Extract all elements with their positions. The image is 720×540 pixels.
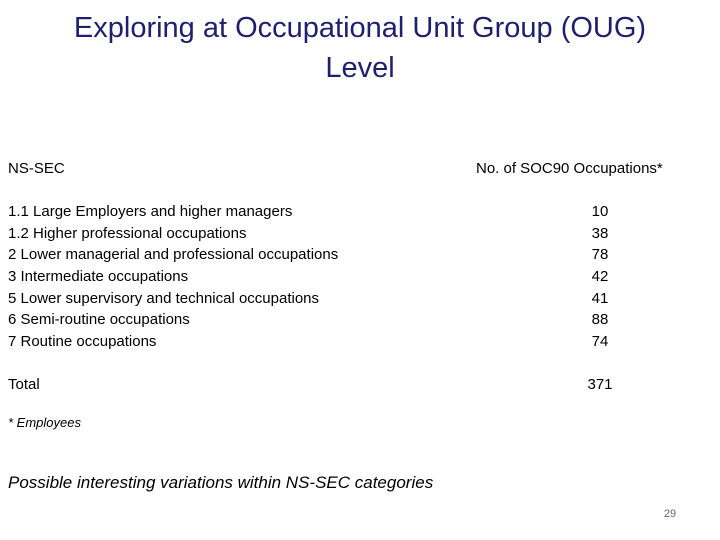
row-label: 2 Lower managerial and professional occupations	[8, 246, 339, 264]
row-label: 1.2 Higher professional occupations	[8, 224, 247, 242]
page-number: 29	[663, 508, 677, 520]
page-title	[0, 8, 720, 88]
row-value: 38	[591, 224, 609, 242]
row-label: 5 Lower supervisory and technical occupations	[8, 289, 320, 307]
row-label: 1.1 Large Employers and higher managers	[8, 203, 293, 220]
row-value: 10	[591, 203, 609, 220]
page-title-line-1: Exploring at Occupational Unit Group (OUG)	[73, 12, 647, 44]
row-value: 42	[591, 268, 609, 286]
table-row	[8, 331, 708, 353]
row-label: 7 Routine occupations	[8, 333, 157, 351]
row-value: 78	[591, 246, 609, 264]
row-value: 88	[591, 311, 609, 329]
table-row	[8, 288, 708, 310]
table-row	[8, 266, 708, 288]
table-row	[8, 223, 708, 245]
row-label: 3 Intermediate occupations	[8, 268, 189, 286]
table-row	[8, 244, 708, 266]
table-body	[8, 201, 708, 353]
note-text: Possible interesting variations within NS-SEC categories	[8, 473, 434, 492]
column-header-ns-sec: NS-SEC	[8, 160, 65, 177]
total-row	[8, 374, 708, 396]
footnote: * Employees	[8, 415, 81, 430]
column-header-occupations: No. of SOC90 Occupations*	[476, 160, 663, 177]
total-label: Total	[8, 376, 40, 393]
table-row	[8, 309, 708, 331]
row-label: 6 Semi-routine occupations	[8, 311, 190, 329]
total-value: 371	[587, 376, 613, 393]
page-title-line-2: Level	[325, 52, 395, 84]
row-value: 74	[591, 333, 609, 351]
table-row	[8, 201, 708, 223]
row-value: 41	[591, 289, 609, 307]
